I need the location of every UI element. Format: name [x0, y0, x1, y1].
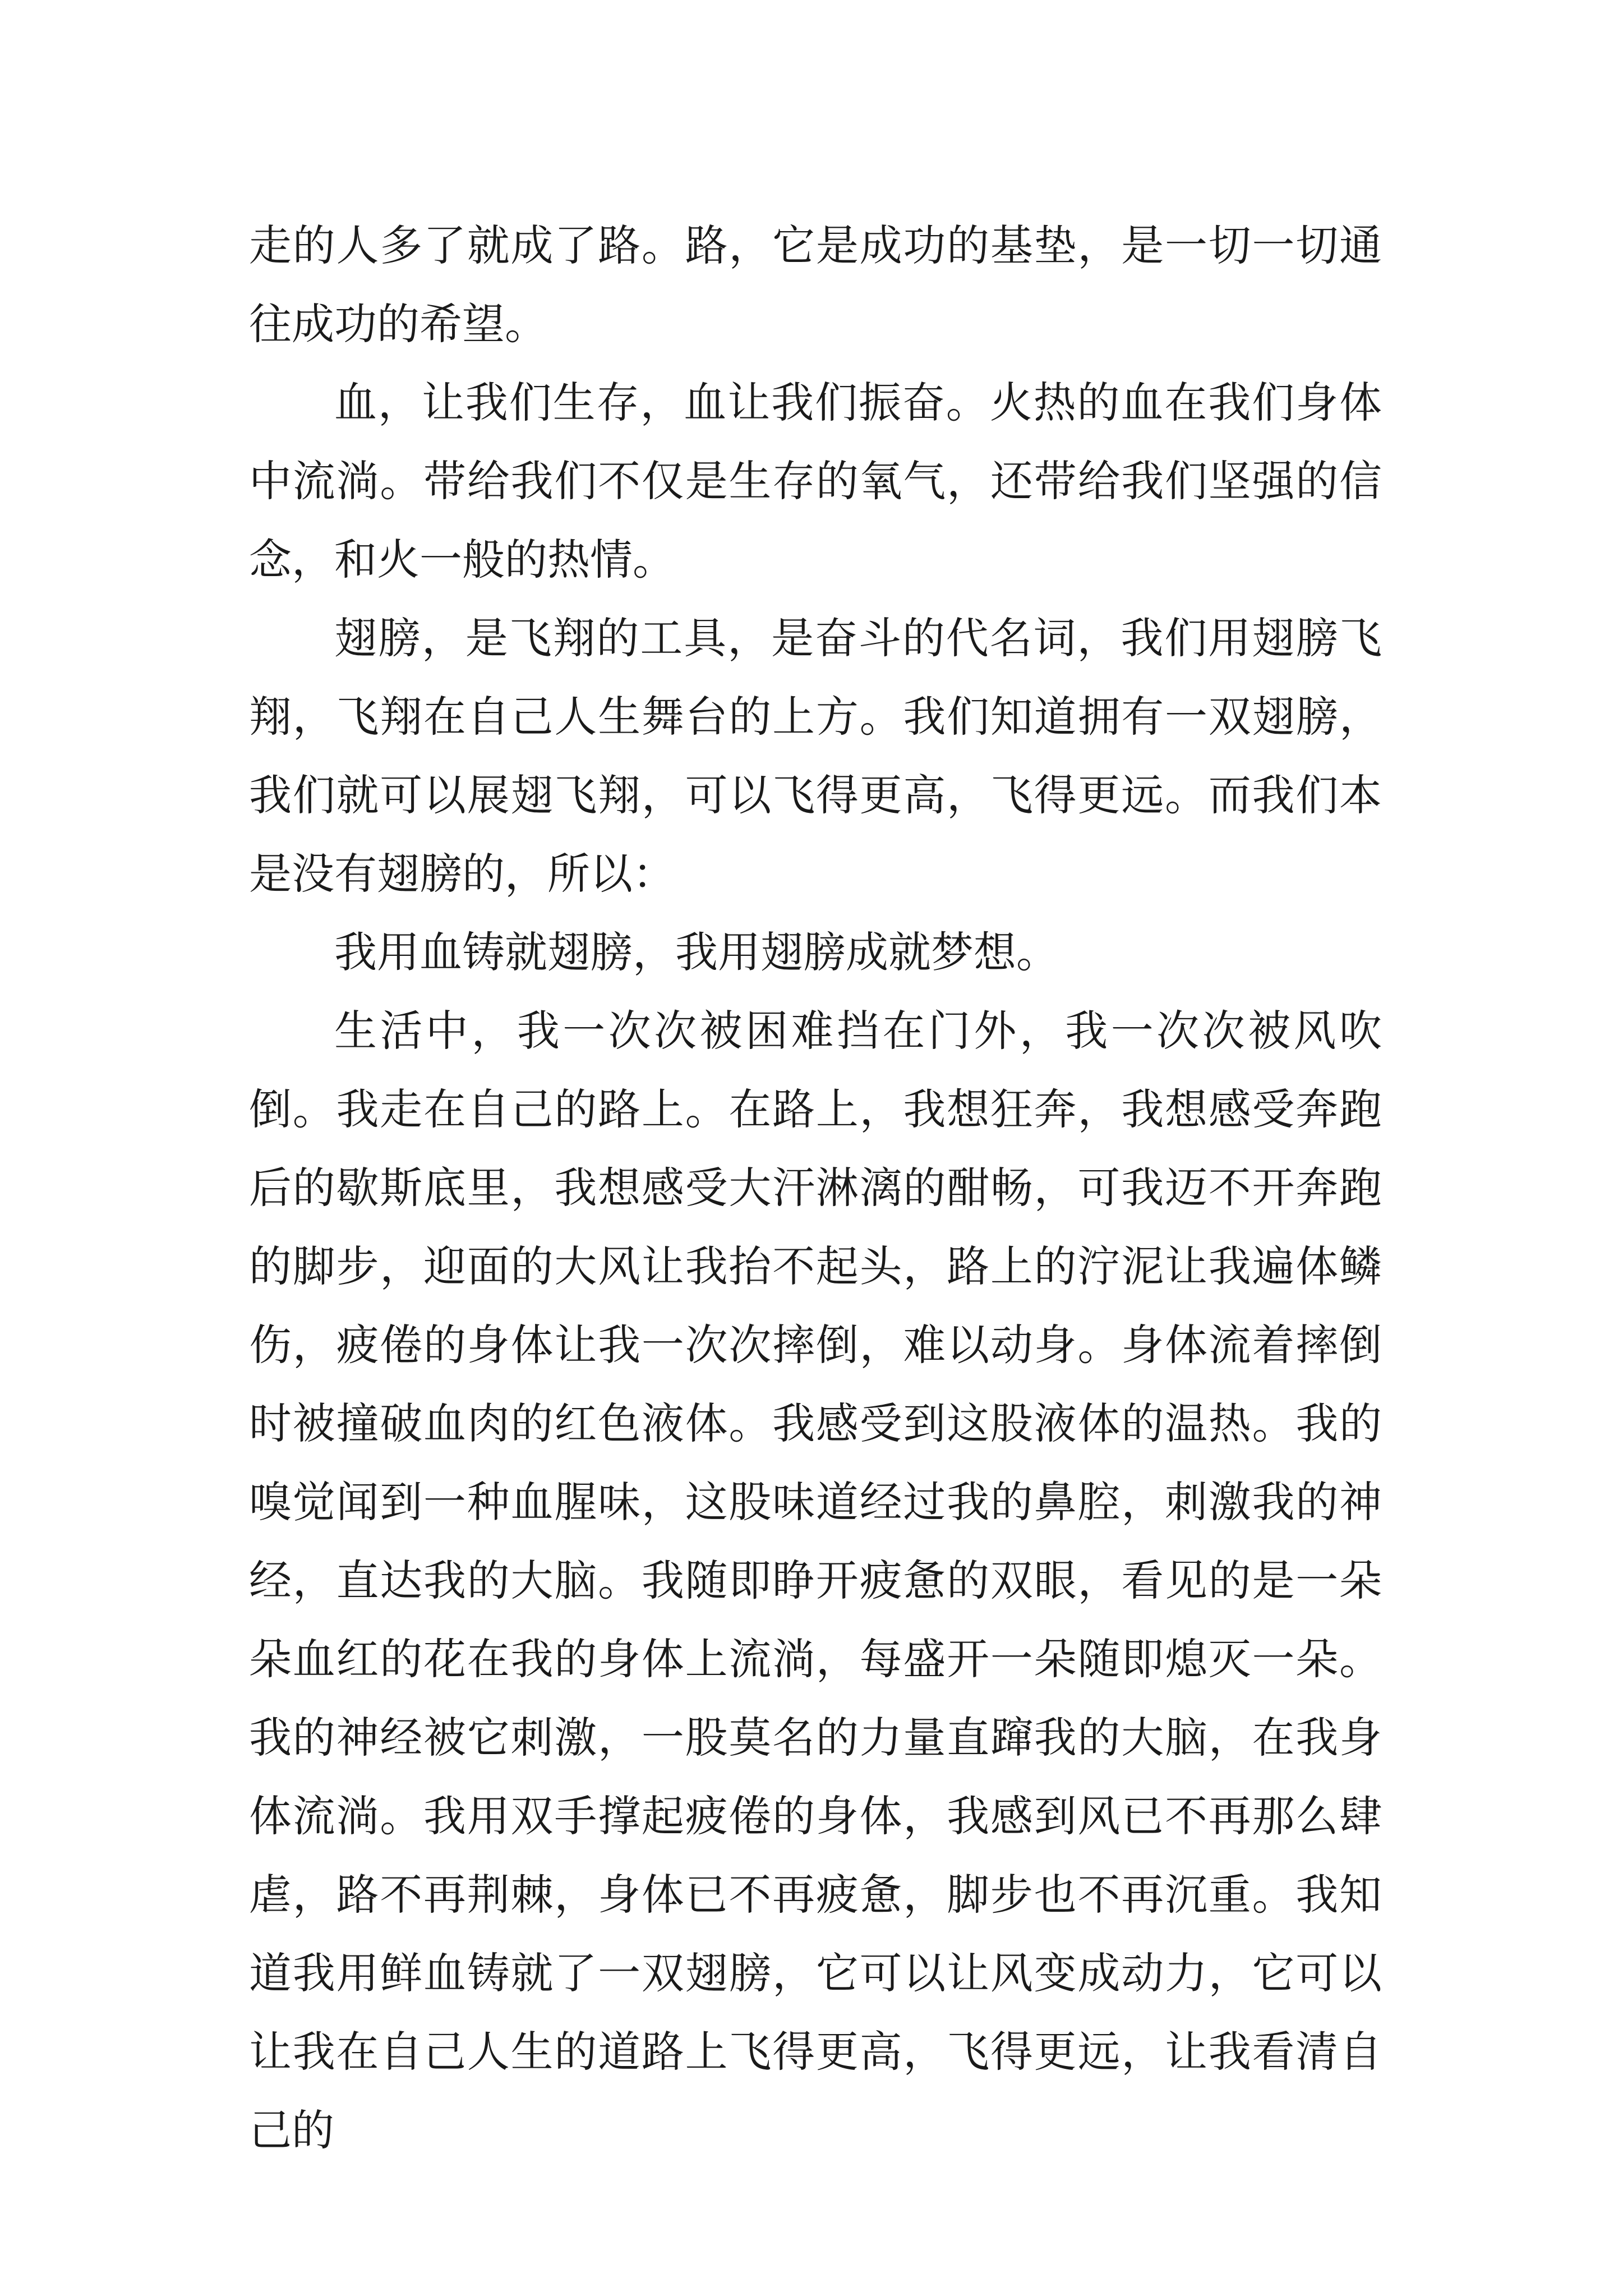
document-body — [249, 206, 1382, 2170]
paragraph-1: 走的人多了就成了路。路，它是成功的基垫，是一切一切通往成功的希望。 — [249, 220, 1382, 349]
paragraph-3: 翅膀，是飞翔的工具，是奋斗的代名词，我们用翅膀飞翔，飞翔在自己人生舞台的上方。我们知道拥有一双翅膀，我们就可以展翅飞翔，可以飞得更高，飞得更远。而我们本是没有翅膀的，所以： — [249, 613, 1382, 899]
paragraph-5: 生活中，我一次次被困难挡在门外，我一次次被风吹倒。我走在自己的路上。在路上，我想狂奔，我想感受奔跑后的歇斯底里，我想感受大汗淋漓的酣畅，可我迈不开奔跑的脚步，迎面的大风让我抬不起头，路上的泞泥让我遍体鳞伤，疲倦的身体让我一次次摔倒，难以动身。身体流着摔倒时被撞破血肉的红色液体。我感受到这股液体的温热。我的嗅觉闻到一种血腥味，这股味道经过我的鼻腔，刺激我的神经，直达我的大脑。我随即睁开疲惫的双眼，看见的是一朵朵血红的花在我的身体上流淌，每盛开一朵随即熄灭一朵。我的神经被它刺激，一股莫名的力量直蹿我的大脑，在我身体流淌。我用双手撑起疲倦的身体，我感到风已不再那么肆虐，路不再荆棘，身体已不再疲惫，脚步也不再沉重。我知道我用鲜血铸就了一双翅膀，它可以让风变成动力，它可以让我在自己人生的道路上飞得更高，飞得更远，让我看清自己的 — [249, 1006, 1382, 2155]
paragraph-4: 我用血铸就翅膀，我用翅膀成就梦想。 — [334, 927, 1059, 977]
paragraph-2: 血，让我们生存，血让我们振奋。火热的血在我们身体中流淌。带给我们不仅是生存的氧气，还带给我们坚强的信念，和火一般的热情。 — [249, 378, 1382, 585]
